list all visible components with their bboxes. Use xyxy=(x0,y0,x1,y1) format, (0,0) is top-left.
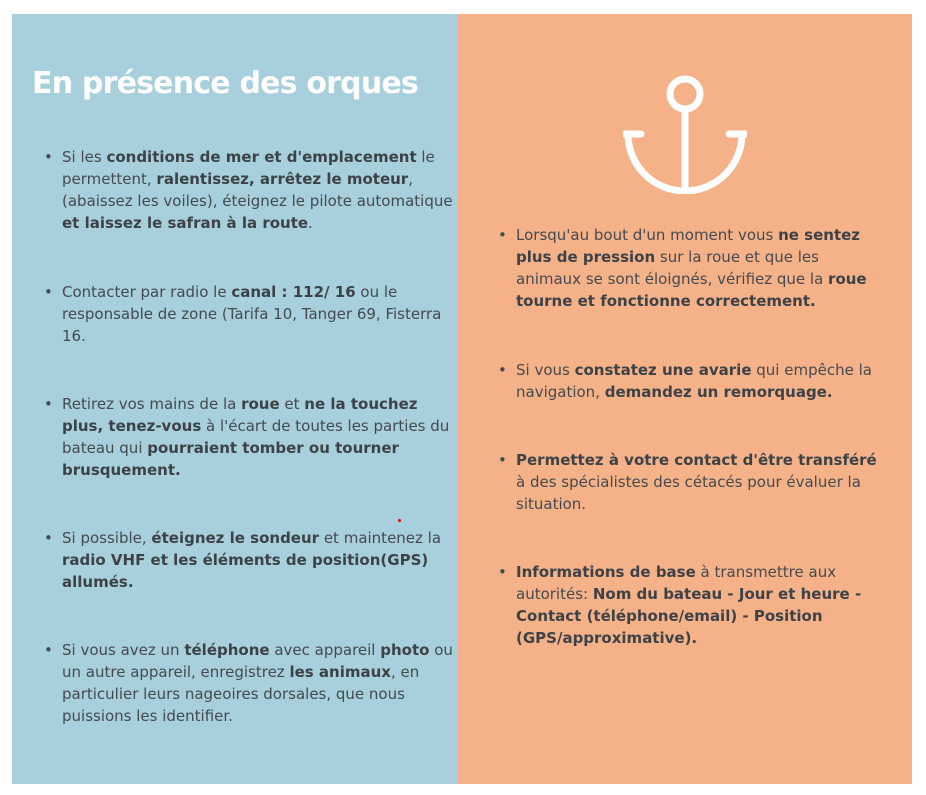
text-run: ou le responsable de zone (Tarifa 10, Tanger 69, Fisterra 16. xyxy=(62,283,442,345)
list-item-text xyxy=(62,641,453,725)
list-item-text xyxy=(516,451,877,513)
list-item-text xyxy=(62,148,453,232)
bold-text: téléphone xyxy=(184,641,270,659)
anchor-icon xyxy=(623,74,747,198)
list-item xyxy=(44,393,457,481)
list-item xyxy=(498,561,886,649)
text-run: à transmettre aux autorités: xyxy=(516,563,837,603)
bullet-icon: • xyxy=(44,641,53,659)
text-run: le permettent, xyxy=(62,148,435,188)
list-item xyxy=(498,224,886,312)
text-run: ou un autre appareil, enregistrez xyxy=(62,641,453,681)
bold-text: ralentissez, arrêtez le moteur xyxy=(156,170,409,188)
text-run: . xyxy=(308,214,313,232)
text-run: à l'écart de toutes les parties du bateau qui xyxy=(62,417,450,457)
bold-text: Informations de base xyxy=(516,563,696,581)
bullet-icon: • xyxy=(44,395,53,413)
bullet-icon: • xyxy=(498,451,507,469)
bold-text: radio VHF et les éléments de position(GPS) allumés. xyxy=(62,551,429,591)
text-run: à des spécialistes des cétacés pour évaluer la situation. xyxy=(516,473,861,513)
bold-text: et laissez le safran à la route xyxy=(62,214,309,232)
bullet-icon: • xyxy=(44,148,53,166)
text-run: Si les xyxy=(62,148,107,166)
list-item-text xyxy=(516,361,872,401)
list-item xyxy=(44,281,457,347)
page-title: En présence des orques xyxy=(32,66,419,101)
text-run: Si vous xyxy=(516,361,575,379)
text-run: avec appareil xyxy=(269,641,381,659)
text-run: Contacter par radio le xyxy=(62,283,232,301)
bold-text: pourraient tomber ou tourner brusquement. xyxy=(62,439,399,479)
bullet-icon: • xyxy=(498,563,507,581)
text-run: Lorsqu'au bout d'un moment vous xyxy=(516,226,779,244)
bold-text: demandez un remorquage. xyxy=(604,383,833,401)
bold-text: photo xyxy=(380,641,430,659)
list-item xyxy=(44,527,457,593)
list-item-text xyxy=(62,395,449,479)
text-run: Si possible, xyxy=(62,529,152,547)
left-panel xyxy=(12,14,458,784)
bold-text: canal : 112/ 16 xyxy=(231,283,356,301)
text-run: Retirez vos mains de la xyxy=(62,395,242,413)
bullet-icon: • xyxy=(44,529,53,547)
list-item-text xyxy=(62,529,441,591)
list-item-text xyxy=(516,226,867,310)
text-run: et xyxy=(279,395,305,413)
bold-text: ne sentez plus de pression xyxy=(516,226,861,266)
list-item xyxy=(498,449,886,515)
text-run: sur la roue et que les animaux se sont éloignés, vérifiez que la xyxy=(516,248,829,288)
bullet-icon: • xyxy=(44,283,53,301)
bold-text: Permettez à votre contact d'être transféré xyxy=(516,451,877,469)
right-panel xyxy=(458,14,912,784)
bold-text: roue tourne et fonctionne correctement. xyxy=(516,270,867,310)
bold-text: roue xyxy=(241,395,280,413)
bullet-icon: • xyxy=(498,361,507,379)
bold-text: Nom du bateau - Jour et heure - Contact (téléphone/email) - Position (GPS/approximative). xyxy=(516,585,862,647)
list-item xyxy=(498,359,886,403)
text-run: et maintenez la xyxy=(319,529,442,547)
bold-text: conditions de mer et d'emplacement xyxy=(106,148,417,166)
text-run: Si vous avez un xyxy=(62,641,185,659)
text-run: , en particulier leurs nageoires dorsales, que nous puissions les identifier. xyxy=(62,663,420,725)
bold-text: constatez une avarie xyxy=(574,361,752,379)
list-item xyxy=(44,146,457,234)
list-item-text xyxy=(516,563,861,647)
text-run: , (abaissez les voiles), éteignez le pilote automatique xyxy=(62,170,453,210)
bold-text: les animaux xyxy=(289,663,391,681)
bold-text: ne la touchez plus, tenez-vous xyxy=(62,395,418,435)
list-item-text xyxy=(62,283,441,345)
bullet-icon: • xyxy=(498,226,507,244)
bold-text: éteignez le sondeur xyxy=(151,529,320,547)
list-item xyxy=(44,639,457,727)
stray-dot xyxy=(398,519,401,522)
text-run: qui empêche la navigation, xyxy=(516,361,872,401)
